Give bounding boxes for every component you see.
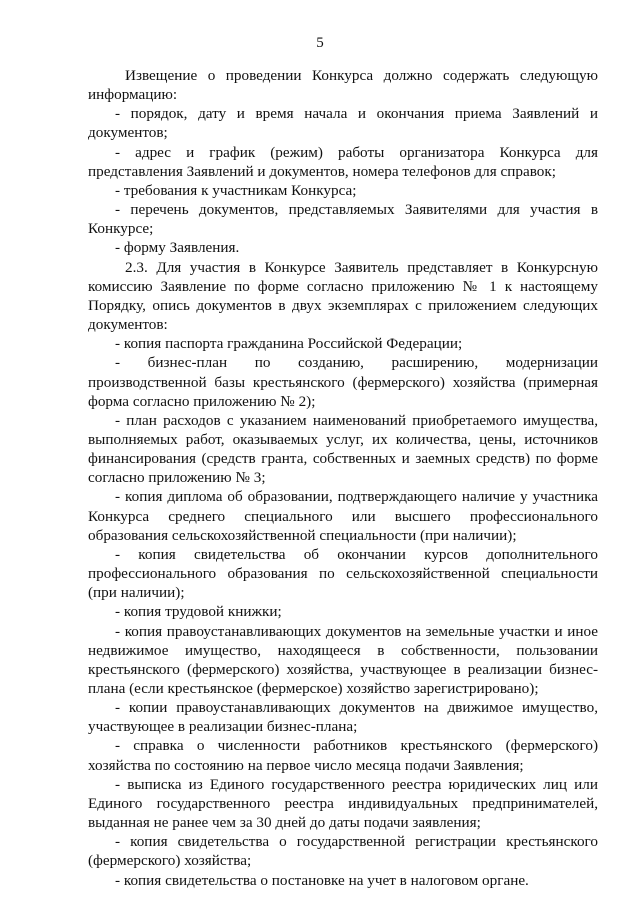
paragraph-section-2-3: 2.3. Для участия в Конкурсе Заявитель представляет в Конкурсную комиссию Заявление по форме согласно приложению № 1 к настоящему Порядку, опись документов в двух экземплярах с приложением следующих документов: xyxy=(88,258,598,334)
list-item-movable-property-documents: - копии правоустанавливающих документов на движимое имущество, участвующее в реализации бизнес-плана; xyxy=(88,699,598,736)
list-item-passport-copy: - копия паспорта гражданина Российской Федерации; xyxy=(115,335,463,353)
list-item-tax-registration: - копия свидетельства о постановке на учет в налоговом органе. xyxy=(115,871,529,889)
list-item-course-certificate: - копия свидетельства об окончании курсов дополнительного профессионального образования по сельскохозяйственной специальности (при наличии); xyxy=(88,545,598,602)
list-item-registration-certificate: - копия свидетельства о государственной регистрации крестьянского (фермерского) хозяйства; xyxy=(88,833,598,870)
list-item-employment-record: - копия трудовой книжки; xyxy=(115,603,282,621)
list-item-expense-plan: - план расходов с указанием наименований приобретаемого имущества, выполняемых работ, оказываемых услуг, их количества, цены, источников финансирования (средств гранта, собственных и заемных средств) по форме согласно приложению № 3; xyxy=(88,411,598,487)
list-item-real-estate-documents: - копия правоустанавливающих документов на земельные участки и иное недвижимое имущество, находящееся в собственности, пользовании крестьянского (фермерского) хозяйства, участвующее в реализации бизнес-плана (если крестьянское (фермерское) хозяйство зарегистрировано); xyxy=(88,622,598,697)
list-item-acceptance-period: - порядок, дату и время начала и окончания приема Заявлений и документов; xyxy=(88,105,598,142)
list-item-registry-extract: - выписка из Единого государственного реестра юридических лиц или Единого государственного реестра индивидуальных предпринимателей, выданная не ранее чем за 30 дней до даты подачи заявления; xyxy=(88,775,598,832)
page-number: 5 xyxy=(316,35,324,51)
paragraph-notice-intro: Извещение о проведении Конкурса должно содержать следующую информацию: xyxy=(88,67,598,104)
list-item-document-list: - перечень документов, представляемых Заявителями для участия в Конкурсе; xyxy=(88,201,598,238)
list-item-diploma-copy: - копия диплома об образовании, подтверждающего наличие у участника Конкурса среднего специального или высшего профессионального образования сельскохозяйственной специальности (при наличии); xyxy=(88,488,598,544)
list-item-participant-requirements: - требования к участникам Конкурса; xyxy=(115,181,357,199)
document-body xyxy=(88,66,598,890)
list-item-employee-count: - справка о численности работников крестьянского (фермерского) хозяйства по состоянию на первое число месяца подачи Заявления; xyxy=(88,737,598,774)
list-item-application-form: - форму Заявления. xyxy=(115,239,240,257)
list-item-business-plan: - бизнес-план по созданию, расширению, модернизации производственной базы крестьянского (фермерского) хозяйства (примерная форма согласно приложению № 2); xyxy=(88,354,598,410)
list-item-organizer-address: - адрес и график (режим) работы организатора Конкурса для представления Заявлений и документов, номера телефонов для справок; xyxy=(88,143,598,180)
